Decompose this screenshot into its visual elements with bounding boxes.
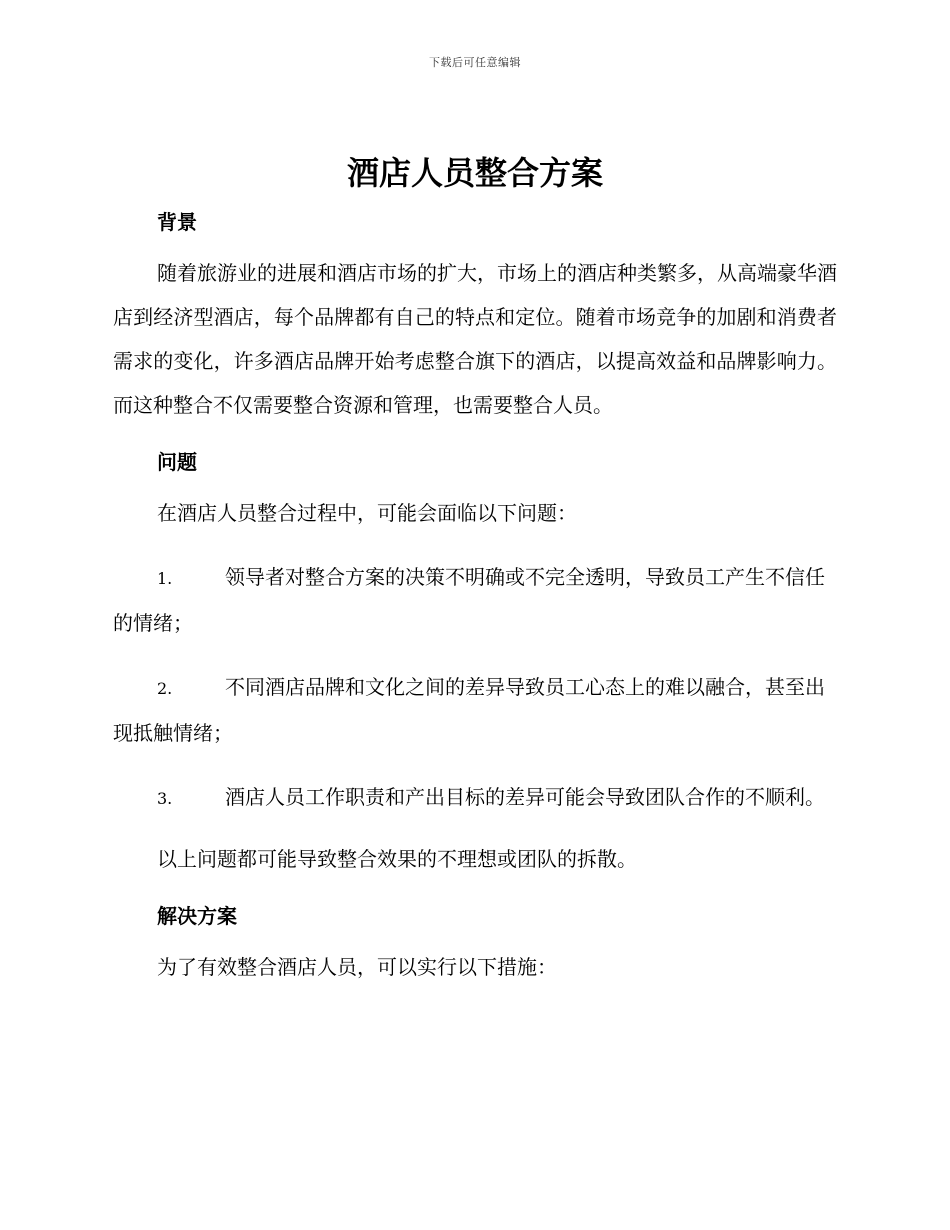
- problem-item-number: 1.: [157, 569, 173, 588]
- section-heading-background: 背景: [157, 210, 197, 234]
- problem-item-number: 3.: [157, 789, 173, 808]
- problem-item-number: 2.: [157, 679, 173, 698]
- problems-conclusion: 以上问题都可能导致整合效果的不理想或团队的拆散。: [157, 847, 637, 871]
- problem-item-3: [113, 775, 837, 821]
- document-title: 酒店人员整合方案: [346, 154, 603, 192]
- document-body: [113, 203, 837, 989]
- header-note: 下载后可任意编辑: [429, 56, 521, 69]
- section-heading-solutions: 解决方案: [157, 904, 237, 928]
- problem-item-1: [113, 555, 837, 645]
- section-heading-problems: 问题: [157, 450, 197, 474]
- problem-item-text: 不同酒店品牌和文化之间的差异导致员工心态上的难以融合，甚至出现抵触情绪；: [113, 675, 825, 745]
- problem-item-text: 领导者对整合方案的决策不明确或不完全透明，导致员工产生不信任的情绪；: [113, 565, 825, 635]
- background-paragraph: 随着旅游业的进展和酒店市场的扩大，市场上的酒店种类繁多，从高端豪华酒店到经济型酒店，每个品牌都有自己的特点和定位。随着市场竞争的加剧和消费者需求的变化，许多酒店品牌开始考虑整合旗下的酒店，以提高效益和品牌影响力。而这种整合不仅需要整合资源和管理，也需要整合人员。: [113, 261, 837, 417]
- problems-intro: 在酒店人员整合过程中，可能会面临以下问题：: [157, 501, 577, 525]
- solutions-intro: 为了有效整合酒店人员，可以实行以下措施：: [157, 955, 557, 979]
- problem-item-2: [113, 665, 837, 755]
- problem-item-text: 酒店人员工作职责和产出目标的差异可能会导致团队合作的不顺利。: [225, 785, 825, 809]
